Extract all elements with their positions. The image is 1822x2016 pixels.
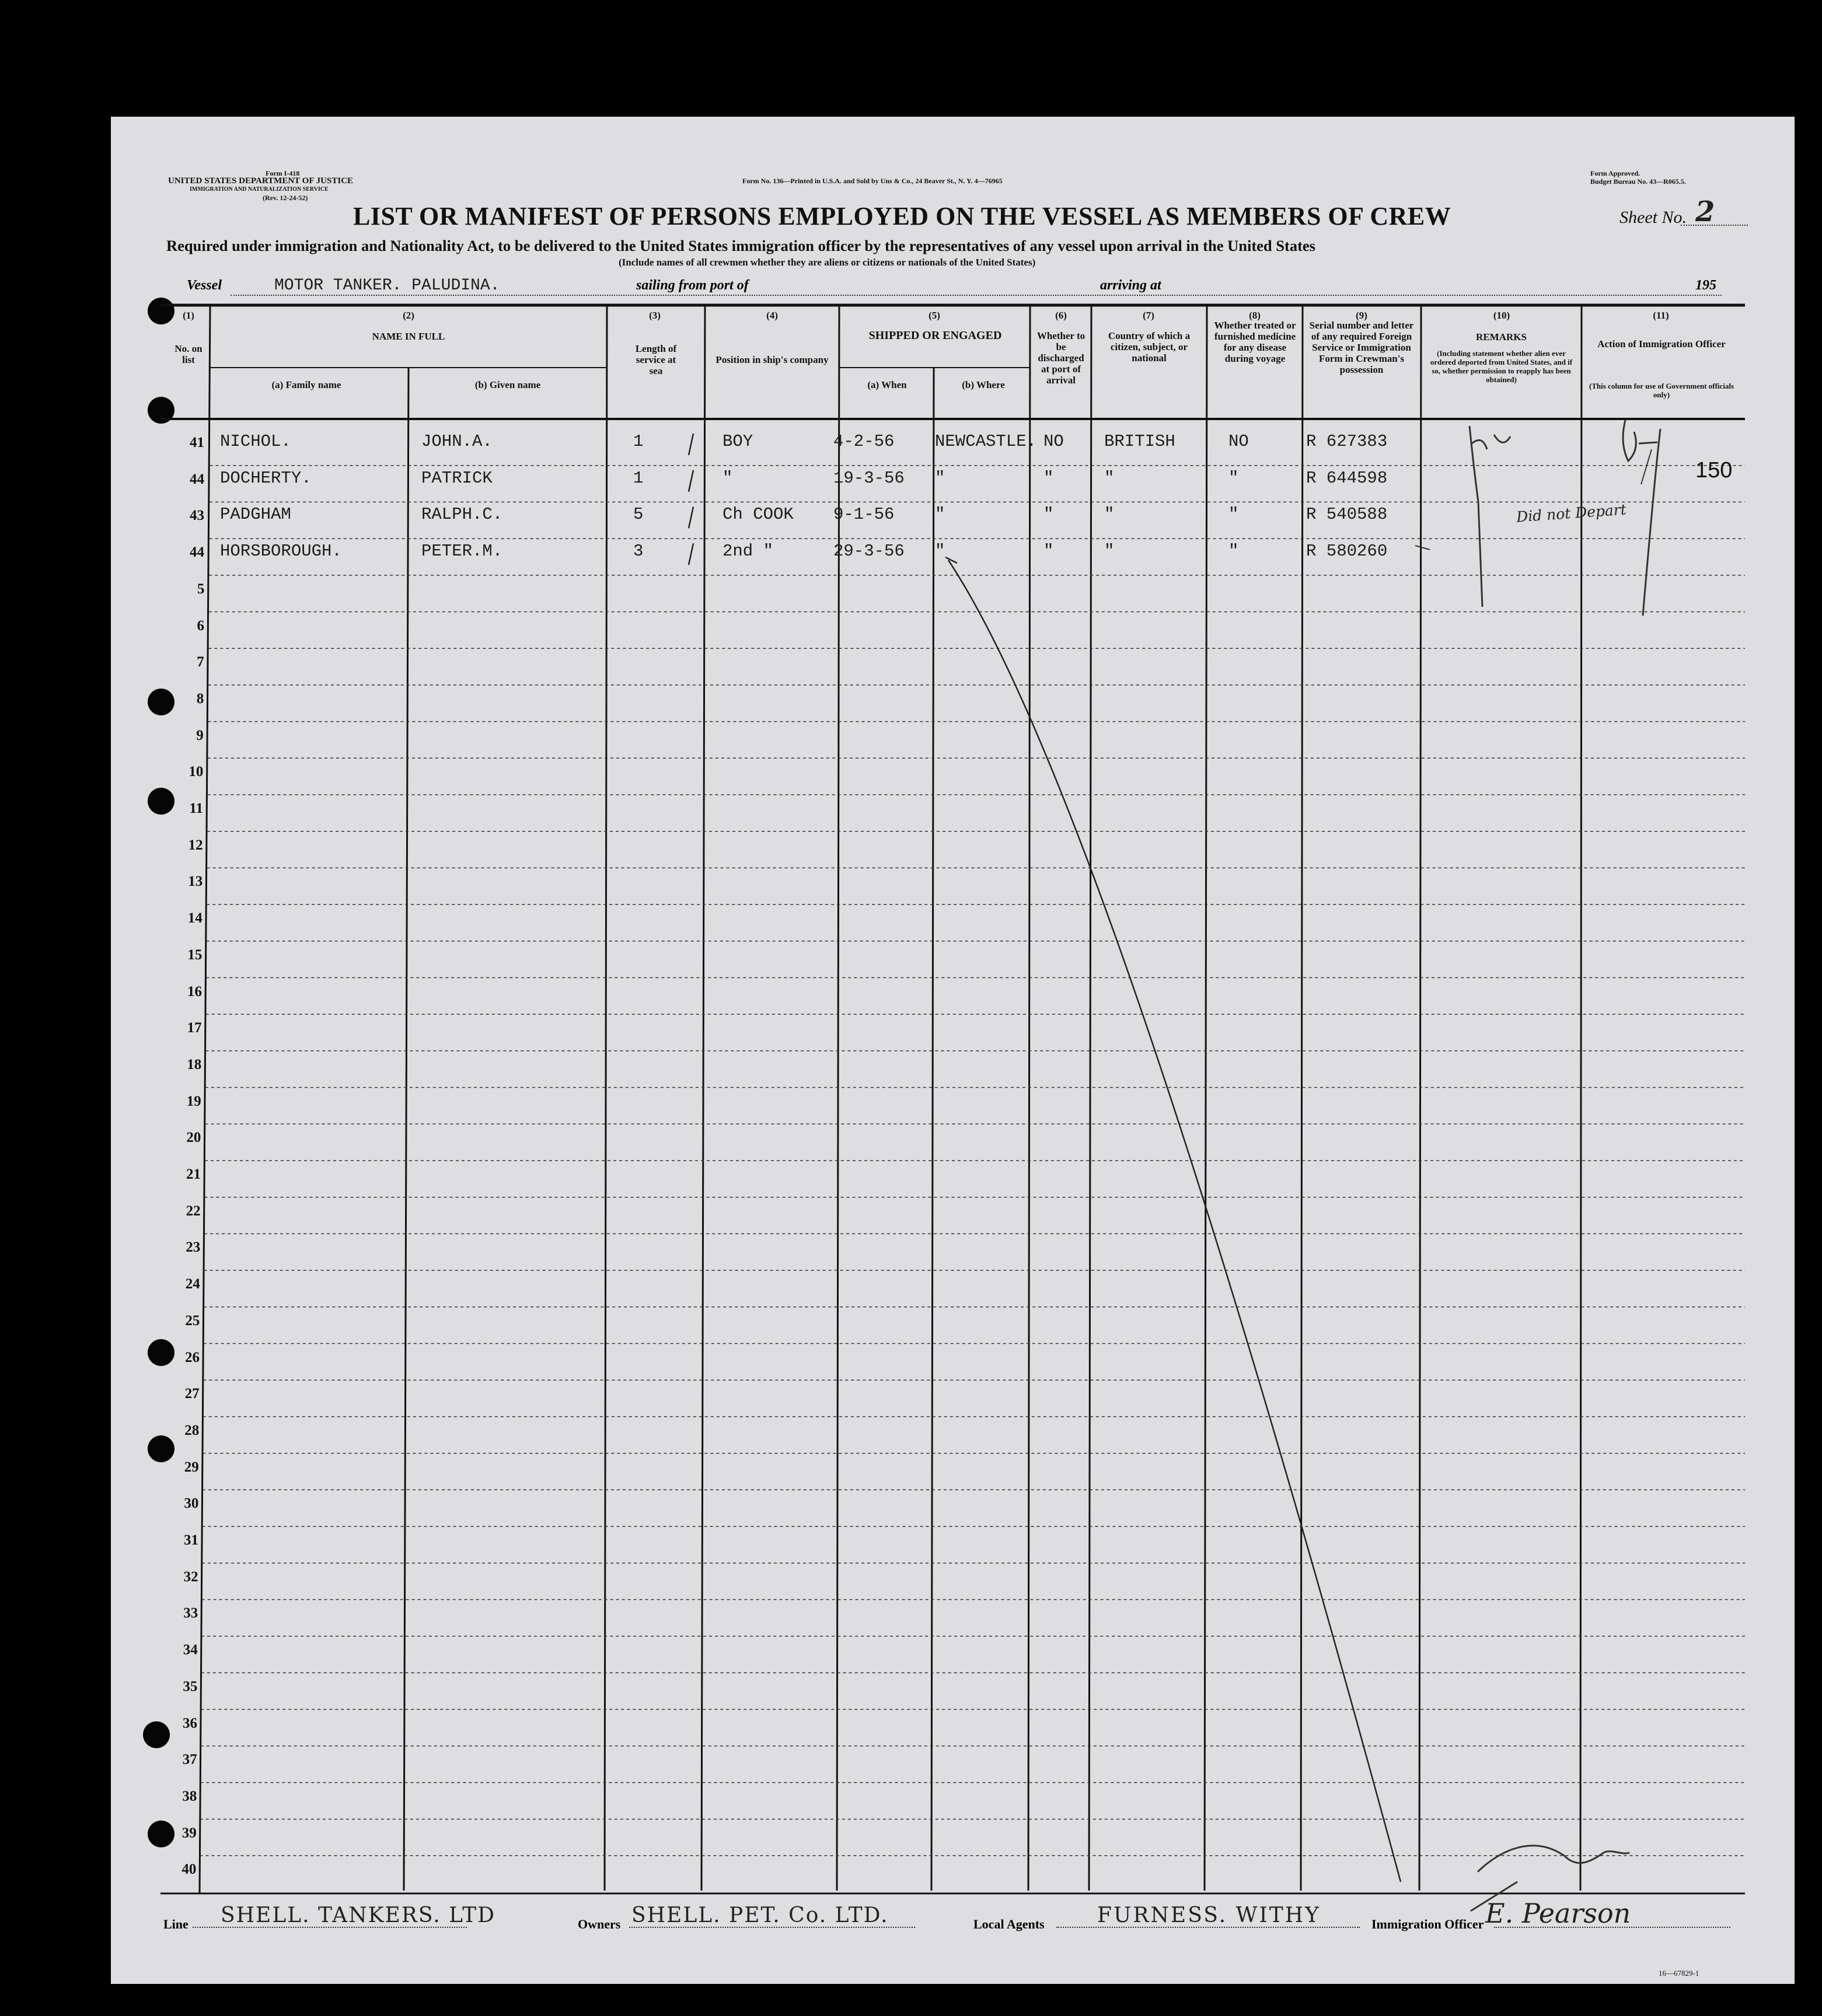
- col5b-header: (b) Where: [962, 379, 1005, 390]
- to-be-discharged: ": [1043, 541, 1054, 561]
- service-length: 1: [633, 432, 644, 451]
- printer-line: Form No. 136—Printed in U.S.A. and Sold by Uns & Co., 24 Beaver St., N. Y. 4—76965: [742, 177, 1003, 185]
- form-subtitle: Required under immigration and Nationality Act, to be delivered to the United States immigration officer by the representatives of any vessel upon arrival in the United States: [166, 237, 1315, 254]
- family-name: PADGHAM: [220, 505, 291, 525]
- row-number: 23: [186, 1239, 201, 1256]
- shipped-when: 4-2-56: [833, 432, 895, 451]
- row-number: 32: [183, 1568, 198, 1585]
- col9-header: Serial number and letter of any required Foreign Service or Immigration Form in Crewman's possession: [1309, 320, 1414, 375]
- sailing-from-label: sailing from port of: [636, 278, 749, 293]
- given-name: JOHN.A.: [421, 432, 493, 451]
- agency-subname: IMMIGRATION AND NATURALIZATION SERVICE: [190, 186, 329, 193]
- shipped-where: ": [935, 468, 945, 488]
- ship-position: ": [722, 468, 733, 488]
- medicine-treated: ": [1228, 468, 1239, 488]
- serial-number: R 580260: [1306, 541, 1388, 561]
- shipped-when: 29-3-56: [833, 541, 905, 561]
- row-number: 29: [184, 1459, 199, 1475]
- col2a-header: (a) Family name: [271, 379, 341, 390]
- row-number: 25: [185, 1312, 200, 1329]
- col11-header: Action of Immigration Officer: [1597, 338, 1726, 350]
- to-be-discharged: ": [1043, 468, 1054, 488]
- shipped-where: ": [935, 505, 945, 525]
- row-number: 18: [187, 1056, 202, 1072]
- row-number: 34: [183, 1642, 198, 1658]
- row-number: 39: [181, 1825, 197, 1841]
- medicine-treated: ": [1228, 505, 1239, 525]
- service-length: 5: [633, 505, 644, 525]
- row-number: 17: [187, 1020, 202, 1036]
- vessel-label: Vessel: [187, 278, 222, 293]
- check-tick: [689, 506, 693, 528]
- shipped-where: NEWCASTLE.: [935, 432, 1037, 451]
- sheet-number: 2: [1695, 195, 1715, 228]
- medicine-treated: NO: [1228, 432, 1249, 451]
- ship-position: Ch COOK: [722, 505, 794, 525]
- col7-header: Country of which a citizen, subject, or national: [1108, 330, 1191, 364]
- given-name: PETER.M.: [421, 541, 503, 561]
- col1-number: (1): [183, 310, 194, 321]
- col7-number: (7): [1143, 310, 1154, 321]
- nationality: BRITISH: [1104, 432, 1175, 451]
- to-be-discharged: ": [1043, 505, 1054, 525]
- row-number: 16: [187, 983, 202, 1000]
- family-name: NICHOL.: [220, 432, 291, 451]
- officer-signature: E. Pearson: [1485, 1898, 1631, 1929]
- form-title: LIST OR MANIFEST OF PERSONS EMPLOYED ON THE VESSEL AS MEMBERS OF CREW: [353, 202, 1451, 230]
- nationality: ": [1104, 505, 1115, 525]
- col2-header: NAME IN FULL: [372, 331, 445, 342]
- given-name: RALPH.C.: [421, 505, 503, 525]
- col11-note: (This column for use of Government officials only): [1589, 382, 1734, 399]
- row-number: 33: [183, 1605, 198, 1622]
- row-number: 7: [197, 654, 204, 670]
- service-length: 1: [633, 468, 644, 488]
- row-number: 28: [184, 1422, 200, 1438]
- medicine-treated: ": [1228, 541, 1239, 561]
- check-tick: [689, 434, 693, 455]
- given-name: PATRICK: [421, 468, 493, 488]
- family-name: HORSBOROUGH.: [220, 541, 342, 561]
- immigration-officer-label: Immigration Officer: [1371, 1917, 1484, 1931]
- row-number: 41: [190, 435, 204, 450]
- row-number: 36: [183, 1715, 197, 1731]
- col3-number: (3): [649, 310, 661, 321]
- form-note: (Include names of all crewmen whether they are aliens or citizens or nationals of the United States): [619, 257, 1036, 268]
- row-number: 44: [190, 544, 204, 561]
- col9-number: (9): [1356, 310, 1367, 321]
- serial-number: R 644598: [1306, 468, 1388, 488]
- row-number: 35: [183, 1678, 198, 1694]
- row-number: 6: [197, 617, 204, 634]
- row-number: 30: [184, 1496, 199, 1512]
- col10-number: (10): [1493, 310, 1510, 321]
- row-number: 15: [187, 946, 203, 963]
- nationality: ": [1104, 468, 1115, 488]
- nationality: ": [1104, 541, 1115, 561]
- vessel-name: MOTOR TANKER. PALUDINA.: [274, 277, 500, 295]
- row-number: 43: [190, 508, 204, 524]
- col10-note: (Including statement whether alien ever ordered deported from United States, and if so, whether permission to reapply has been obtained): [1430, 349, 1573, 384]
- shipped-when: 9-1-56: [833, 505, 895, 525]
- form-number: Form I-418: [266, 169, 300, 177]
- row-number: 9: [196, 727, 204, 743]
- col8-number: (8): [1249, 310, 1261, 321]
- col5a-header: (a) When: [867, 379, 907, 390]
- ship-position: 2nd ": [722, 541, 774, 561]
- row-number: 26: [185, 1349, 200, 1365]
- form-revision: (Rev. 12-24-52): [263, 194, 308, 202]
- line-value: SHELL. TANKERS. LTD: [221, 1903, 495, 1927]
- owners-label: Owners: [578, 1917, 621, 1931]
- row-number: 13: [188, 874, 203, 890]
- shipped-when: 19-3-56: [833, 468, 905, 488]
- row-number: 8: [196, 690, 204, 707]
- year-label: 195: [1695, 278, 1716, 293]
- serial-number: R 540588: [1306, 505, 1388, 525]
- row-number: 37: [182, 1752, 197, 1768]
- local-agents-value: FURNESS. WITHY: [1097, 1903, 1321, 1927]
- row-number: 21: [186, 1166, 201, 1182]
- budget-bureau-number: Budget Bureau No. 43—R065.5.: [1590, 177, 1686, 186]
- ship-position: BOY: [722, 432, 753, 451]
- agency-name: UNITED STATES DEPARTMENT OF JUSTICE: [168, 176, 354, 186]
- check-tick: [689, 543, 693, 565]
- remarks-handwritten-note: Did not Depart: [1516, 501, 1627, 526]
- row-number: 20: [186, 1130, 201, 1146]
- col1-header: No. on list: [174, 343, 203, 365]
- family-name: DOCHERTY.: [220, 468, 312, 488]
- col4-number: (4): [766, 310, 778, 321]
- row-number: 10: [189, 764, 204, 780]
- arriving-at-label: arriving at: [1100, 278, 1161, 293]
- local-agents-label: Local Agents: [973, 1917, 1045, 1931]
- col11-number: (11): [1653, 310, 1669, 321]
- row-number: 24: [185, 1276, 200, 1292]
- col6-number: (6): [1055, 310, 1067, 321]
- row-number: 19: [186, 1093, 201, 1109]
- col8-header: Whether treated or furnished medicine for any disease during voyage: [1214, 320, 1296, 364]
- col10-header: REMARKS: [1476, 331, 1527, 343]
- service-length: 3: [633, 541, 644, 561]
- col5-number: (5): [929, 310, 940, 321]
- row-number: 27: [184, 1386, 200, 1402]
- margin-number: 150: [1695, 458, 1733, 483]
- line-label: Line: [163, 1917, 189, 1931]
- row-number: 14: [187, 910, 203, 927]
- col6-header: Whether to be discharged at port of arrival: [1036, 330, 1085, 386]
- shipped-where: ": [935, 541, 945, 561]
- col2-number: (2): [403, 310, 414, 321]
- row-number: 12: [188, 837, 203, 853]
- row-number: 11: [189, 801, 203, 816]
- check-tick: [689, 470, 693, 492]
- row-number: 38: [182, 1788, 197, 1804]
- row-number: 22: [186, 1203, 201, 1219]
- owners-value: SHELL. PET. Co. LTD.: [631, 1903, 889, 1927]
- row-number: 31: [184, 1532, 198, 1548]
- row-number: 44: [190, 471, 204, 487]
- col4-header: Position in ship's company: [715, 354, 829, 365]
- col3-header: Length of service at sea: [635, 343, 677, 376]
- to-be-discharged: NO: [1043, 432, 1064, 451]
- row-number: 40: [181, 1861, 197, 1878]
- row-number: 5: [197, 581, 205, 597]
- sheet-label: Sheet No.: [1619, 208, 1687, 227]
- col2b-header: (b) Given name: [474, 379, 541, 390]
- col5-header: SHIPPED OR ENGAGED: [868, 329, 1002, 342]
- footer-form-code: 16—67829-1: [1659, 1969, 1699, 1977]
- serial-number: R 627383: [1306, 432, 1388, 451]
- approval-line: Form Approved.: [1590, 169, 1641, 177]
